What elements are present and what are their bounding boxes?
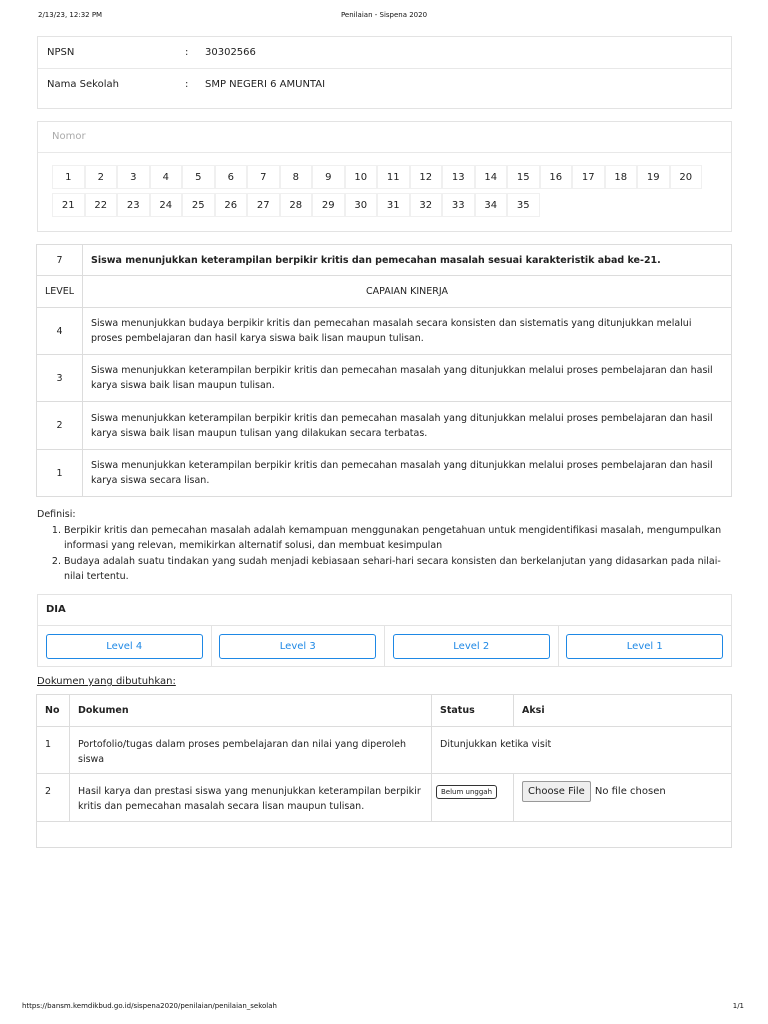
level-row xyxy=(37,308,732,355)
documents-footer xyxy=(37,822,732,848)
documents-footer-row xyxy=(37,822,732,848)
nomor-item[interactable]: 26 xyxy=(215,193,248,217)
nomor-item[interactable]: 6 xyxy=(215,165,248,189)
level-number: 4 xyxy=(37,308,83,355)
nomor-item[interactable]: 30 xyxy=(345,193,378,217)
document-name: Hasil karya dan prestasi siswa yang menunjukkan keterampilan berpikir kritis dan pemecahan masalah secara lisan maupun tulisan. xyxy=(70,774,432,822)
nomor-item[interactable]: 19 xyxy=(637,165,670,189)
level-description: Siswa menunjukkan budaya berpikir kritis dan pemecahan masalah secara konsisten dan sistematis yang ditunjukkan melalui proses pembelajaran dan hasil karya siswa baik lisan maupun tulisan. xyxy=(83,308,732,355)
document-no: 1 xyxy=(37,727,70,774)
dia-level-buttons xyxy=(38,626,731,667)
nomor-item[interactable]: 15 xyxy=(507,165,540,189)
npsn-label: NPSN xyxy=(47,47,75,58)
nomor-item[interactable]: 5 xyxy=(182,165,215,189)
level-3-button[interactable]: Level 3 xyxy=(219,634,376,659)
nomor-card xyxy=(37,121,732,232)
document-action-cell xyxy=(514,774,732,822)
criterion-number: 7 xyxy=(37,245,83,276)
npsn-separator: : xyxy=(185,47,189,58)
definition-item: 2. Budaya adalah suatu tindakan yang sudah menjadi kebiasaan sehari-hari secara konsisten dan berkelanjutan yang didasarkan pada nilai-nilai tertentu. xyxy=(64,554,727,585)
print-title: Penilaian - Sispena 2020 xyxy=(340,11,428,19)
level-number: 3 xyxy=(37,355,83,402)
level-4-button[interactable]: Level 4 xyxy=(46,634,203,659)
print-datetime: 2/13/23, 12:32 PM xyxy=(38,11,103,19)
definitions-title: Definisi: xyxy=(37,509,76,520)
criterion-table xyxy=(36,244,732,497)
nomor-item[interactable]: 25 xyxy=(182,193,215,217)
nomor-item[interactable]: 20 xyxy=(670,165,703,189)
print-page: 1/1 xyxy=(732,1002,744,1010)
nomor-item[interactable]: 22 xyxy=(85,193,118,217)
nomor-item[interactable]: 7 xyxy=(247,165,280,189)
nomor-item[interactable]: 13 xyxy=(442,165,475,189)
nomor-item[interactable]: 32 xyxy=(410,193,443,217)
col-dokumen-header: Dokumen xyxy=(70,695,432,727)
level-2-button[interactable]: Level 2 xyxy=(393,634,550,659)
nomor-item[interactable]: 4 xyxy=(150,165,183,189)
school-name-separator: : xyxy=(185,78,189,90)
col-status-header: Status xyxy=(432,695,514,727)
level-row xyxy=(37,402,732,450)
col-aksi-header: Aksi xyxy=(514,695,732,727)
print-header xyxy=(38,11,730,23)
documents-table xyxy=(36,694,732,848)
criterion-title-row xyxy=(37,245,732,276)
nomor-item[interactable]: 23 xyxy=(117,193,150,217)
nomor-item[interactable]: 31 xyxy=(377,193,410,217)
print-footer xyxy=(22,1002,744,1010)
nomor-item[interactable]: 27 xyxy=(247,193,280,217)
nomor-item[interactable]: 10 xyxy=(345,165,378,189)
nomor-item[interactable]: 29 xyxy=(312,193,345,217)
level-description: Siswa menunjukkan keterampilan berpikir kritis dan pemecahan masalah yang ditunjukkan melalui proses pembelajaran dan hasil karya siswa secara lisan. xyxy=(83,450,732,497)
nomor-item[interactable]: 2 xyxy=(85,165,118,189)
nomor-item[interactable]: 3 xyxy=(117,165,150,189)
school-name-value: SMP NEGERI 6 AMUNTAI xyxy=(205,78,326,90)
file-status-text: No file chosen xyxy=(594,786,666,797)
definitions xyxy=(37,507,727,585)
criterion-title: Siswa menunjukkan keterampilan berpikir kritis dan pemecahan masalah sesuai karakteristik abad ke-21. xyxy=(83,245,732,276)
definitions-list xyxy=(37,523,727,585)
nomor-item[interactable]: 16 xyxy=(540,165,573,189)
nomor-item[interactable]: 8 xyxy=(280,165,313,189)
nomor-item[interactable]: 24 xyxy=(150,193,183,217)
npsn-value: 30302566 xyxy=(205,47,256,58)
nomor-item[interactable]: 34 xyxy=(475,193,508,217)
level-row xyxy=(37,355,732,402)
level-number: 2 xyxy=(37,402,83,450)
level-number: 1 xyxy=(37,450,83,497)
nomor-item[interactable]: 14 xyxy=(475,165,508,189)
nomor-item[interactable]: 12 xyxy=(410,165,443,189)
nomor-item[interactable]: 17 xyxy=(572,165,605,189)
nomor-item[interactable]: 21 xyxy=(52,193,85,217)
level-row xyxy=(37,450,732,497)
document-status: Ditunjukkan ketika visit xyxy=(432,727,732,774)
nomor-header: Nomor xyxy=(38,122,731,153)
nomor-item[interactable]: 18 xyxy=(605,165,638,189)
nomor-item[interactable]: 35 xyxy=(507,193,540,217)
document-row xyxy=(37,727,732,774)
document-name: Portofolio/tugas dalam proses pembelajaran dan nilai yang diperoleh siswa xyxy=(70,727,432,774)
npsn-row xyxy=(38,37,731,68)
choose-file-button[interactable]: Choose File xyxy=(522,781,591,802)
nomor-item[interactable]: 9 xyxy=(312,165,345,189)
col-no-header: No xyxy=(37,695,70,727)
criterion-header-row xyxy=(37,276,732,308)
nomor-item[interactable]: 11 xyxy=(377,165,410,189)
school-name-row xyxy=(38,68,731,99)
print-url: https://bansm.kemdikbud.go.id/sispena2020/penilaian/penilaian_sekolah xyxy=(22,1002,277,1010)
dia-card xyxy=(37,594,732,667)
dia-title: DIA xyxy=(38,595,731,626)
school-name-label: Nama Sekolah xyxy=(47,78,119,90)
dia-cell xyxy=(38,626,211,667)
level-description: Siswa menunjukkan keterampilan berpikir kritis dan pemecahan masalah yang ditunjukkan melalui proses pembelajaran dan hasil karya siswa baik lisan maupun tulisan. xyxy=(83,355,732,402)
document-no: 2 xyxy=(37,774,70,822)
dia-cell xyxy=(558,626,732,667)
documents-header-row xyxy=(37,695,732,727)
nomor-item[interactable]: 1 xyxy=(52,165,85,189)
status-badge: Belum unggah xyxy=(436,785,497,799)
level-description: Siswa menunjukkan keterampilan berpikir kritis dan pemecahan masalah yang ditunjukkan melalui proses pembelajaran dan hasil karya siswa baik lisan maupun tulisan yang dilakukan secara terbatas. xyxy=(83,402,732,450)
nomor-item[interactable]: 33 xyxy=(442,193,475,217)
kinerja-header: CAPAIAN KINERJA xyxy=(83,276,732,308)
school-info-card xyxy=(37,36,732,109)
level-1-button[interactable]: Level 1 xyxy=(566,634,723,659)
nomor-grid xyxy=(38,153,728,221)
dia-cell xyxy=(384,626,558,667)
definition-item: 1. Berpikir kritis dan pemecahan masalah adalah kemampuan menggunakan pengetahuan untuk mengidentifikasi masalah, mengumpulkan informasi yang relevan, memikirkan alternatif solusi, dan membuat kesimpulan xyxy=(64,523,727,554)
documents-title: Dokumen yang dibutuhkan: xyxy=(37,676,176,687)
document-status-cell xyxy=(432,774,514,822)
document-row xyxy=(37,774,732,822)
dia-cell xyxy=(211,626,385,667)
level-header: LEVEL xyxy=(37,276,83,308)
nomor-item[interactable]: 28 xyxy=(280,193,313,217)
